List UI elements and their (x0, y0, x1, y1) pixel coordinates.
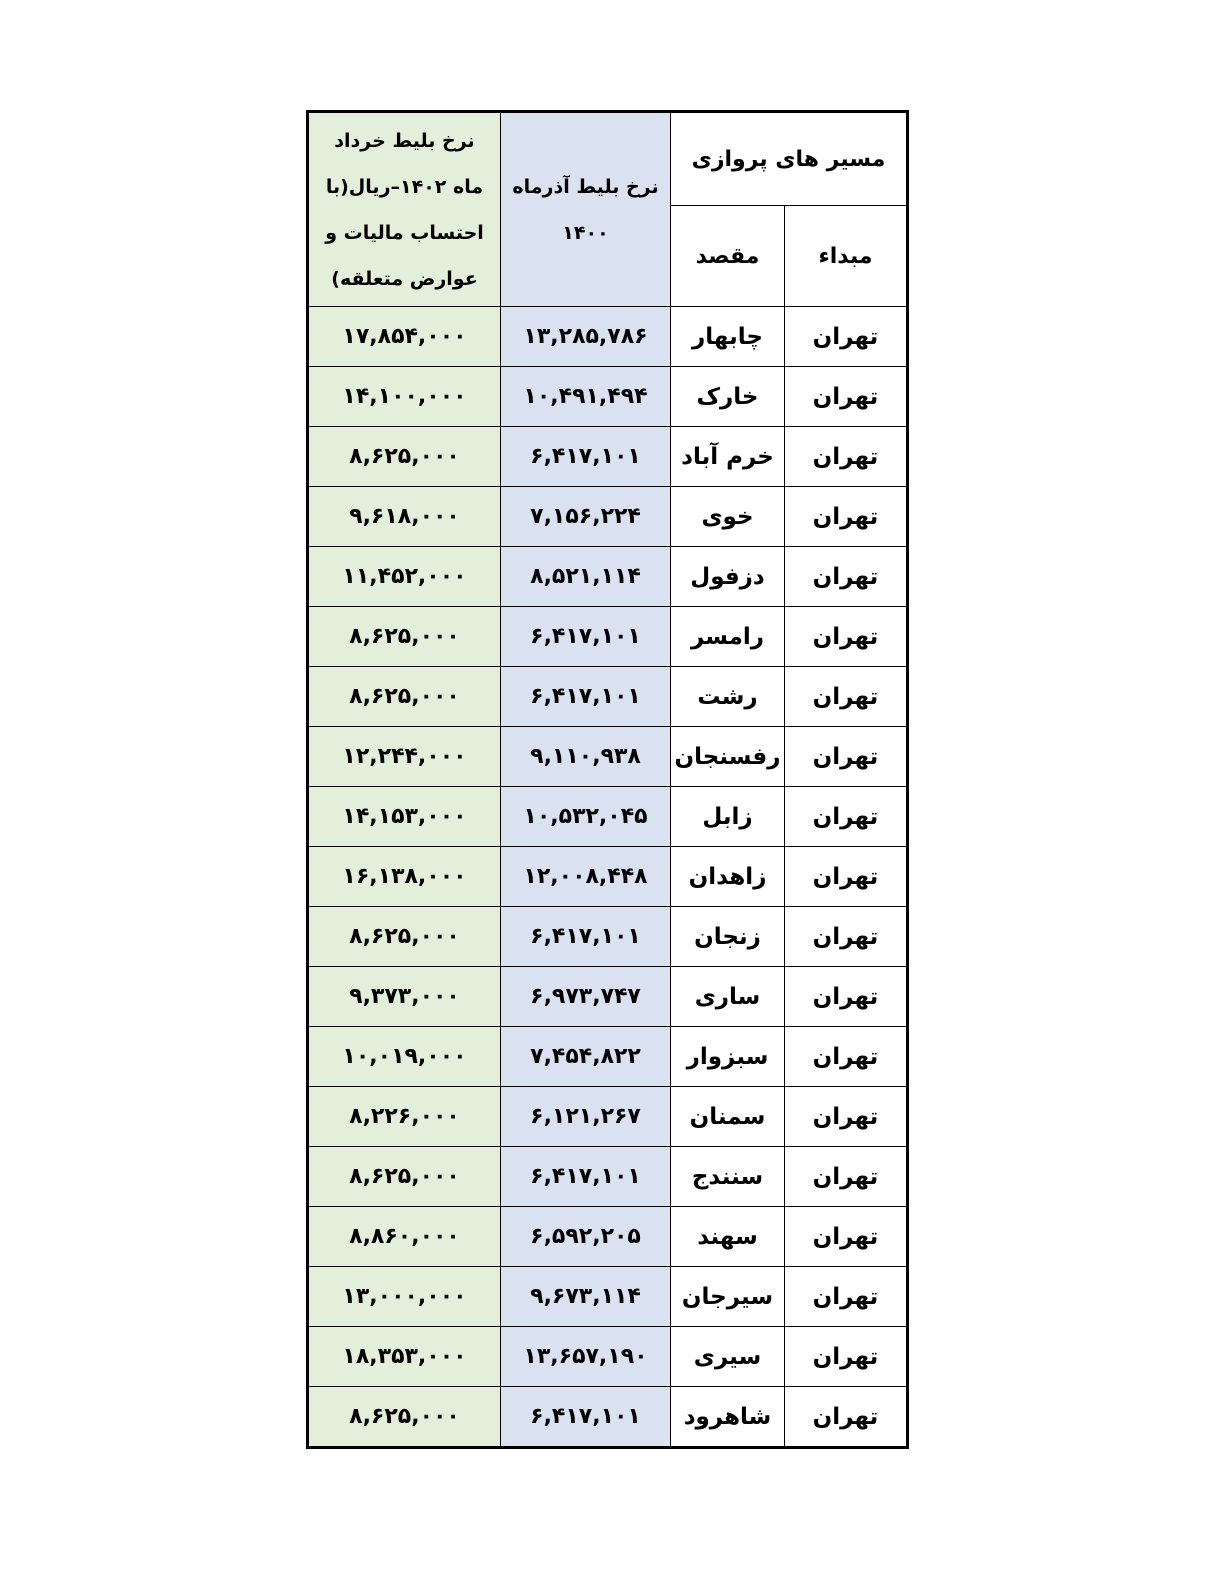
new-fare-cell: ۸,۲۲۶,۰۰۰ (308, 1087, 501, 1147)
new-fare-cell: ۱۳,۰۰۰,۰۰۰ (308, 1267, 501, 1327)
table-row (308, 1327, 908, 1387)
table-row (308, 787, 908, 847)
new-fare-cell: ۱۱,۴۵۲,۰۰۰ (308, 547, 501, 607)
table-row (308, 1207, 908, 1267)
old-fare-cell: ۶,۴۱۷,۱۰۱ (501, 1147, 671, 1207)
destination-cell: خارک (671, 367, 785, 427)
table-row (308, 367, 908, 427)
destination-cell: سیرجان (671, 1267, 785, 1327)
destination-cell: ساری (671, 967, 785, 1027)
table-row (308, 307, 908, 367)
origin-cell: تهران (785, 907, 908, 967)
table-row (308, 1087, 908, 1147)
new-fare-cell: ۱۴,۱۵۳,۰۰۰ (308, 787, 501, 847)
old-fare-cell: ۱۳,۶۵۷,۱۹۰ (501, 1327, 671, 1387)
destination-cell: رامسر (671, 607, 785, 667)
origin-cell: تهران (785, 307, 908, 367)
origin-cell: تهران (785, 1327, 908, 1387)
old-fare-cell: ۶,۱۲۱,۲۶۷ (501, 1087, 671, 1147)
old-fare-cell: ۱۰,۴۹۱,۴۹۴ (501, 367, 671, 427)
origin-cell: تهران (785, 1267, 908, 1327)
old-fare-cell: ۱۲,۰۰۸,۴۴۸ (501, 847, 671, 907)
old-fare-cell: ۷,۱۵۶,۲۲۴ (501, 487, 671, 547)
table-row (308, 967, 908, 1027)
origin-cell: تهران (785, 1207, 908, 1267)
destination-cell: سهند (671, 1207, 785, 1267)
destination-cell: سمنان (671, 1087, 785, 1147)
origin-cell: تهران (785, 667, 908, 727)
header-old-fare: نرخ بلیط آذرماه ۱۴۰۰ (501, 112, 671, 307)
origin-cell: تهران (785, 727, 908, 787)
destination-cell: چابهار (671, 307, 785, 367)
table-row (308, 487, 908, 547)
new-fare-cell: ۸,۶۲۵,۰۰۰ (308, 667, 501, 727)
destination-cell: رفسنجان (671, 727, 785, 787)
new-fare-cell: ۸,۶۲۵,۰۰۰ (308, 907, 501, 967)
destination-cell: سبزوار (671, 1027, 785, 1087)
fare-table-body (308, 307, 908, 1448)
origin-cell: تهران (785, 427, 908, 487)
old-fare-cell: ۶,۴۱۷,۱۰۱ (501, 427, 671, 487)
table-row (308, 667, 908, 727)
origin-cell: تهران (785, 847, 908, 907)
old-fare-cell: ۶,۹۷۳,۷۴۷ (501, 967, 671, 1027)
old-fare-cell: ۸,۵۲۱,۱۱۴ (501, 547, 671, 607)
old-fare-cell: ۹,۱۱۰,۹۳۸ (501, 727, 671, 787)
header-row-top (308, 112, 908, 206)
old-fare-cell: ۱۰,۵۳۲,۰۴۵ (501, 787, 671, 847)
origin-cell: تهران (785, 367, 908, 427)
destination-cell: دزفول (671, 547, 785, 607)
new-fare-cell: ۱۷,۸۵۴,۰۰۰ (308, 307, 501, 367)
destination-cell: خرم آباد (671, 427, 785, 487)
origin-cell: تهران (785, 607, 908, 667)
origin-cell: تهران (785, 967, 908, 1027)
table-row (308, 907, 908, 967)
new-fare-cell: ۸,۶۲۵,۰۰۰ (308, 1147, 501, 1207)
new-fare-cell: ۸,۶۲۵,۰۰۰ (308, 427, 501, 487)
new-fare-cell: ۱۲,۲۴۴,۰۰۰ (308, 727, 501, 787)
table-row (308, 1027, 908, 1087)
table-row (308, 847, 908, 907)
old-fare-cell: ۶,۴۱۷,۱۰۱ (501, 667, 671, 727)
destination-cell: شاهرود (671, 1387, 785, 1448)
origin-cell: تهران (785, 547, 908, 607)
new-fare-cell: ۸,۶۲۵,۰۰۰ (308, 1387, 501, 1448)
header-new-fare: نرخ بلیط خرداد ماه ۱۴۰۲–ریال(با احتساب مالیات و عوارض متعلقه) (308, 112, 501, 307)
fare-table (306, 110, 909, 1449)
new-fare-cell: ۹,۳۷۳,۰۰۰ (308, 967, 501, 1027)
old-fare-cell: ۶,۴۱۷,۱۰۱ (501, 607, 671, 667)
table-row (308, 1147, 908, 1207)
destination-cell: خوی (671, 487, 785, 547)
old-fare-cell: ۶,۴۱۷,۱۰۱ (501, 907, 671, 967)
destination-cell: زنجان (671, 907, 785, 967)
table-row (308, 427, 908, 487)
old-fare-cell: ۷,۴۵۴,۸۲۲ (501, 1027, 671, 1087)
destination-cell: سیری (671, 1327, 785, 1387)
destination-cell: زاهدان (671, 847, 785, 907)
origin-cell: تهران (785, 787, 908, 847)
origin-cell: تهران (785, 1087, 908, 1147)
new-fare-cell: ۸,۸۶۰,۰۰۰ (308, 1207, 501, 1267)
header-origin: مبداء (785, 206, 908, 307)
new-fare-cell: ۱۶,۱۳۸,۰۰۰ (308, 847, 501, 907)
table-row (308, 727, 908, 787)
header-routes-group: مسیر های پروازی (671, 112, 908, 206)
old-fare-cell: ۹,۶۷۳,۱۱۴ (501, 1267, 671, 1327)
origin-cell: تهران (785, 1027, 908, 1087)
table-row (308, 607, 908, 667)
old-fare-cell: ۱۳,۲۸۵,۷۸۶ (501, 307, 671, 367)
origin-cell: تهران (785, 1387, 908, 1448)
destination-cell: زابل (671, 787, 785, 847)
table-row (308, 1267, 908, 1327)
origin-cell: تهران (785, 1147, 908, 1207)
new-fare-cell: ۱۰,۰۱۹,۰۰۰ (308, 1027, 501, 1087)
header-destination: مقصد (671, 206, 785, 307)
table-row (308, 547, 908, 607)
old-fare-cell: ۶,۵۹۲,۲۰۵ (501, 1207, 671, 1267)
origin-cell: تهران (785, 487, 908, 547)
new-fare-cell: ۱۴,۱۰۰,۰۰۰ (308, 367, 501, 427)
new-fare-cell: ۱۸,۳۵۳,۰۰۰ (308, 1327, 501, 1387)
destination-cell: رشت (671, 667, 785, 727)
new-fare-cell: ۸,۶۲۵,۰۰۰ (308, 607, 501, 667)
destination-cell: سنندج (671, 1147, 785, 1207)
new-fare-cell: ۹,۶۱۸,۰۰۰ (308, 487, 501, 547)
old-fare-cell: ۶,۴۱۷,۱۰۱ (501, 1387, 671, 1448)
table-row (308, 1387, 908, 1448)
